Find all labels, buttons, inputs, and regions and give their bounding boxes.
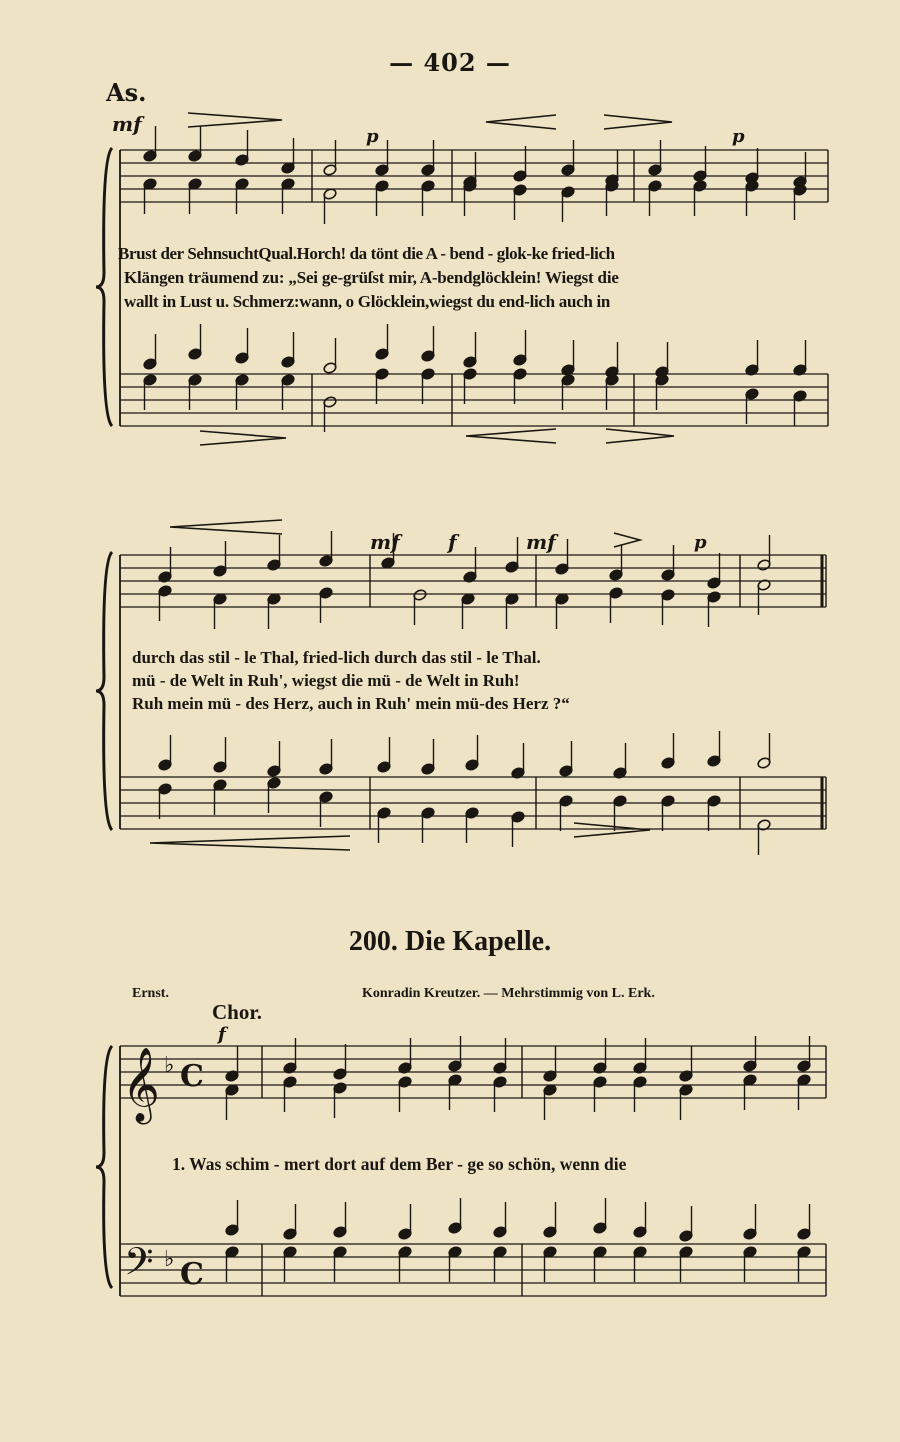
- voice-label: Chor.: [212, 1000, 262, 1024]
- tempo-marking: Ernst.: [132, 986, 169, 1001]
- decrescendo-hairpin: [614, 533, 640, 547]
- dynamic-mf: mf: [526, 530, 556, 554]
- lyric-line-3: wallt in Lust u. Schmerz:wann, o Glöcklein,wiegst du end-lich auch in: [124, 292, 611, 311]
- dynamic-f: f: [218, 1024, 226, 1045]
- system-brace: [96, 1046, 112, 1288]
- treble-clef-icon: 𝄞: [122, 1048, 160, 1122]
- dynamic-p: p: [732, 126, 745, 147]
- bass-clef-icon: 𝄢: [124, 1239, 154, 1293]
- song-title: 200. Die Kapelle.: [348, 926, 552, 957]
- composer-credit: Konradin Kreutzer. — Mehrstimmig von L. Erk.: [362, 986, 655, 1001]
- flat-icon: ♭: [164, 1247, 175, 1272]
- crescendo-hairpin: [486, 115, 556, 129]
- flat-icon: ♭: [164, 1053, 175, 1078]
- dynamic-mf: mf: [112, 112, 142, 136]
- decrescendo-hairpin: [188, 113, 282, 127]
- lyric-line-1: Brust der SehnsuchtQual.Horch! da tönt die A - bend - glok-ke fried-lich: [118, 244, 615, 263]
- system-brace: [96, 148, 112, 426]
- crescendo-hairpin: [170, 520, 282, 534]
- dynamic-mf: mf: [370, 530, 400, 554]
- system-brace: [96, 552, 112, 830]
- lyric-line-1: 1. Was schim - mert dort auf dem Ber - ge so schön, wenn die: [172, 1154, 627, 1174]
- key-marking: As.: [106, 78, 147, 107]
- common-time-icon: C: [180, 1257, 204, 1292]
- lyric-line-2: mü - de Welt in Ruh', wiegst die mü - de Welt in Ruh!: [132, 671, 520, 690]
- common-time-icon: C: [180, 1059, 204, 1094]
- lyric-line-2: Klängen träumend zu: „Sei ge-grüſst mir, A-bendglöcklein! Wiegst die: [124, 268, 619, 287]
- crescendo-hairpin: [466, 429, 556, 443]
- lyric-line-3: Ruh mein mü - des Herz, auch in Ruh' mein mü-des Herz ?“: [132, 694, 570, 713]
- page-number: — 402 —: [389, 48, 511, 77]
- lyric-line-1: durch das stil - le Thal, fried-lich durch das stil - le Thal.: [132, 648, 541, 667]
- decrescendo-hairpin: [574, 823, 650, 837]
- dynamic-f: f: [448, 530, 457, 554]
- decrescendo-hairpin: [200, 431, 286, 445]
- crescendo-hairpin: [150, 836, 350, 850]
- decrescendo-hairpin: [606, 429, 674, 443]
- decrescendo-hairpin: [604, 115, 672, 129]
- dynamic-p: p: [366, 126, 379, 147]
- dynamic-p: p: [694, 532, 707, 553]
